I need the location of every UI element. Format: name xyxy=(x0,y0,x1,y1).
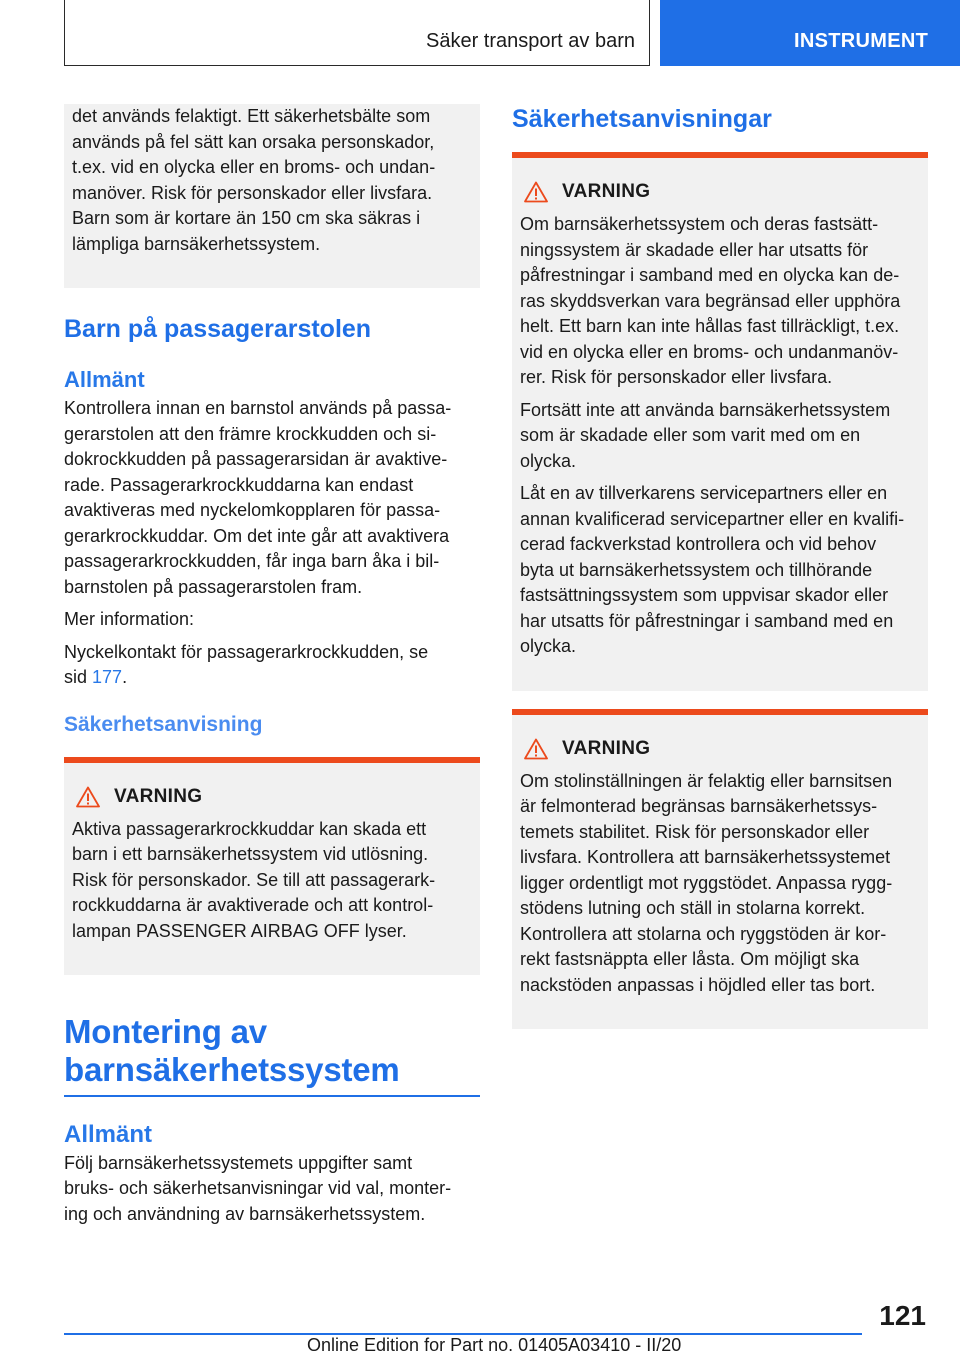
more-info-label: Mer information: xyxy=(64,609,195,629)
warning-paragraph-1: Om barnsäkerhetssystem och deras fastsätt- ningssystem är skadade eller har utsatts för påfrestningar i samband med en olycka kan de- ras skyddsverkan vara begränsad eller upphöra helt. Ett barn kan inte hållas fast tillräckligt, t.ex. vid en olycka eller en broms- och undanmanöv- rer. Risk för personskador eller livsfara. xyxy=(520,214,901,387)
heading-safety-instructions: Säkerhetsanvisningar xyxy=(512,105,772,133)
warning-box-airbag xyxy=(64,757,480,976)
general-paragraph: Kontrollera innan en barnstol används på passa- gerarstolen att den främre krockkudden och si- dokrockkudden på passagerarsidan är avaktive- rade. Passagerarkrockkuddarna kan endast avaktiveras med nyckelomkopplaren för passa- gerarkrockkuddar. Om det inte går att avaktivera passagerarkrockkudden, får inga barn åka i bil- barnstolen på passagerarstolen fram. xyxy=(64,398,452,597)
page-reference-link[interactable]: 177 xyxy=(92,667,123,687)
warning-paragraph-3: Låt en av tillverkarens servicepartners eller en annan kvalificerad servicepartner eller en kvalifi- cerad fackverkstad kontrollera och vid behov byta ut barnsäkerhetssystem och tillhörande fastsättningssystem som uppvisar skador eller har utsatts för påfrestningar i samband med en olycka. xyxy=(520,483,905,656)
warning-title: VARNING xyxy=(562,181,651,202)
intro-continued-box xyxy=(64,104,480,288)
warning-box-damaged-systems xyxy=(512,152,928,691)
heading-underline xyxy=(64,1095,480,1097)
intro-paragraph: det används felaktigt. Ett säkerhetsbälte som används på fel sätt kan orsaka personskador, t.ex. vid en olycka eller en broms- och undan- manöver. Risk för personskador eller livsfara. Barn som är kortare än 150 cm ska säkras i lämpliga barnsäkerhetssystem. xyxy=(72,106,436,254)
header-section-title: Säker transport av barn xyxy=(426,30,635,52)
key-switch-reference: Nyckelkontakt för passagerarkrockkudden, se sid 177. xyxy=(64,641,429,687)
heading-general-mounting: Allmänt xyxy=(64,1120,153,1148)
warning-text: Aktiva passagerarkrockkuddar kan skada ett barn i ett barnsäkerhetssystem vid utlösning. Risk för personskador. Se till att passagerark- rockkuddarna är avaktiverade och att kontrol- lampan PASSENGER AIRBAG OFF lyser. xyxy=(72,818,436,941)
chapter-tab[interactable] xyxy=(660,0,960,66)
warning-title: VARNING xyxy=(562,737,651,759)
heading-safety-instruction: Säkerhetsanvisning xyxy=(64,712,263,736)
heading-child-passenger-seat: Barn på passagerarstolen xyxy=(64,315,372,343)
right-column xyxy=(512,104,928,1029)
left-column xyxy=(64,104,480,1234)
warning-triangle-icon xyxy=(524,738,548,760)
heading-general: Allmänt xyxy=(64,367,145,392)
footer-edition-text: Online Edition for Part no. 01405A03410 - II/20 xyxy=(307,1335,682,1355)
warning-title: VARNING xyxy=(114,785,203,807)
heading-mounting-child-seat: Montering av barnsäkerhetssystem xyxy=(64,1013,400,1088)
running-header xyxy=(64,0,650,66)
warning-box-seat-adjustment xyxy=(512,709,928,1030)
chapter-tab-label: INSTRUMENT xyxy=(794,30,929,52)
warning-paragraph-2: Fortsätt inte att använda barnsäkerhetssystem som är skadade eller som varit med om en olycka. xyxy=(520,399,891,471)
warning-triangle-icon xyxy=(524,181,548,203)
page-number: 121 xyxy=(879,1300,926,1331)
mounting-general-paragraph: Följ barnsäkerhetssystemets uppgifter samt bruks- och säkerhetsanvisningar vid val, monter- ing och användning av barnsäkerhetssystem. xyxy=(64,1152,452,1224)
warning-triangle-icon xyxy=(76,786,100,808)
warning-text: Om stolinställningen är felaktig eller barnsitsen är felmonterad begränsas barnsäkerhetssys- temets stabilitet. Risk för personskador eller livsfara. Kontrollera att barnsäkerhetssystemet ligger ordentligt mot ryggstödet. Anpassa rygg- stödens lutning och ställ in stolarna korrekt. Kontrollera att stolarna och ryggstöden är kor- rekt fastsnäppta eller låsta. Om möjligt ska nackstöden anpassas i höjdled eller tas bort. xyxy=(520,770,893,995)
